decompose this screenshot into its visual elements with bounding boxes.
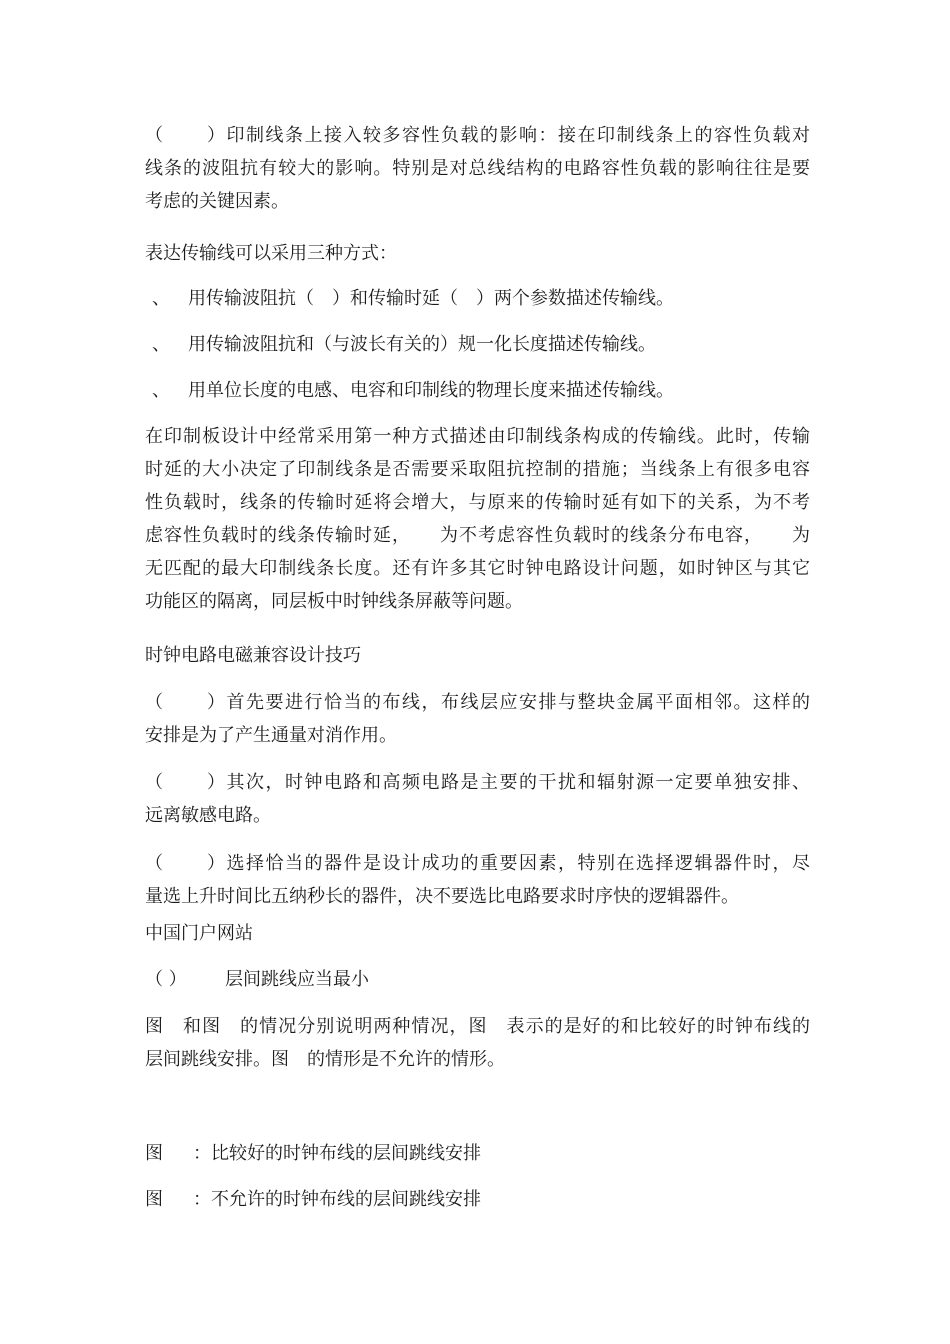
tip-paragraph: （ ） 层间跳线应当最小 <box>145 963 810 996</box>
capacitive-load-paragraph <box>145 119 810 218</box>
paragraph-line: 无匹配的最大印制线条长度。还有许多其它时钟电路设计问题，如时钟区与其它 <box>145 558 810 579</box>
list-bullet: 、 <box>152 334 170 355</box>
figure-caption: 图 ：比较好的时钟布线的层间跳线安排 <box>145 1137 810 1170</box>
tip-paragraph: （ ）其次，时钟电路和高频电路是主要的干扰和辐射源一定要单独安排、 远离敏感电路。 <box>145 766 810 832</box>
paragraph-line: 虑容性负载时的线条传输时延， 为不考虑容性负载时的线条分布电容， 为 <box>145 525 810 546</box>
list-bullet: 、 <box>152 288 170 309</box>
figure-description-paragraph <box>145 1010 810 1076</box>
paragraph-line: 图 和图 的情况分别说明两种情况，图 表示的是好的和比较好的时钟布线的 <box>145 1016 810 1037</box>
paragraph-line: 时延的大小决定了印制线条是否需要采取阻抗控制的措施；当线条上有很多电容 <box>145 459 810 480</box>
paragraph-line: 线条的波阻抗有较大的影响。特别是对总线结构的电路容性负载的影响往往是要 <box>145 158 810 179</box>
item-marker: （ ） <box>145 692 225 713</box>
method-item: 、 用单位长度的电感、电容和印制线的物理长度来描述传输线。 <box>152 374 817 407</box>
item-marker: （ ） <box>145 125 225 146</box>
figure-caption: 图 ：不允许的时钟布线的层间跳线安排 <box>145 1183 810 1216</box>
transmission-line-intro: 表达传输线可以采用三种方式： <box>145 243 397 264</box>
paragraph-line: 功能区的隔离，同层板中时钟线条屏蔽等问题。 <box>145 591 523 612</box>
section-heading: 时钟电路电磁兼容设计技巧 <box>145 645 361 666</box>
paragraph-line: 性负载时，线条的传输时延将会增大，与原来的传输时延有如下的关系，为不考 <box>145 492 810 513</box>
tip-paragraph: （ ）选择恰当的器件是设计成功的重要因素，特别在选择逻辑器件时，尽 量选上升时间比五纳秒长的器件，决不要选比电路要求时序快的逻辑器件。 <box>145 847 810 913</box>
paragraph-line: 考虑的关键因素。 <box>145 191 289 212</box>
paragraph-line: （ ）印制线条上接入较多容性负载的影响：接在印制线条上的容性负载对 <box>145 119 810 152</box>
tip-paragraph: （ ）首先要进行恰当的布线，布线层应安排与整块金属平面相邻。这样的 安排是为了产生通量对消作用。 <box>145 686 810 752</box>
method-item: 、 用传输波阻抗（ ）和传输时延（ ）两个参数描述传输线。 <box>152 282 817 315</box>
paragraph-line: 层间跳线安排。图 的情形是不允许的情形。 <box>145 1049 505 1070</box>
item-marker: （ ） <box>145 772 225 793</box>
paragraph-line: 在印制板设计中经常采用第一种方式描述由印制线条构成的传输线。此时，传输 <box>145 426 810 447</box>
site-name: 中国门户网站 <box>145 923 253 944</box>
figure-label: 图 <box>145 1143 163 1164</box>
method-item: 、 用传输波阻抗和（与波长有关的）规一化长度描述传输线。 <box>152 328 817 361</box>
item-marker: （ ） <box>145 853 225 874</box>
pcb-design-paragraph <box>145 420 810 618</box>
item-marker: （ ） <box>145 969 187 990</box>
figure-label: 图 <box>145 1189 163 1210</box>
list-bullet: 、 <box>152 380 170 401</box>
